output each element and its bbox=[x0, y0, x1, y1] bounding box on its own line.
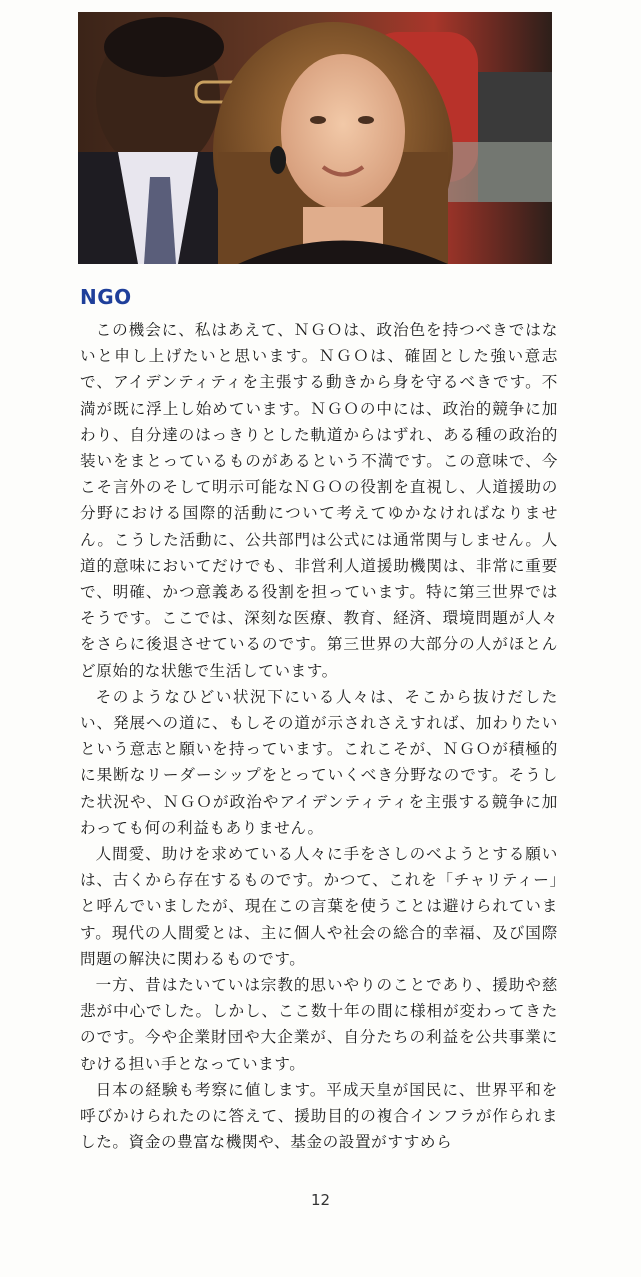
paragraph-4: 一方、昔はたいていは宗教的思いやりのことであり、援助や慈悲が中心でした。しかし、ここ数十年の間に様相が変わってきたのです。今や企業財団や大企業が、自分たちの利益を公共事業にむける担い手となっています。 bbox=[80, 976, 558, 1073]
body-text bbox=[80, 317, 558, 1156]
paragraph-5: 日本の経験も考察に値します。平成天皇が国民に、世界平和を呼びかけられたのに答えて、援助目的の複合インフラが作られました。資金の豊富な機関や、基金の設置がすすめら bbox=[80, 1080, 558, 1152]
paragraph-3: 人間愛、助けを求めている人々に手をさしのべようとする願いは、古くから存在するものです。かつて、これを「チャリティー」と呼んでいましたが、現在この言葉を使うことは避けられています。現代の人間愛とは、主に個人や社会の総合的幸福、及び国際問題の解決に関わるものです。 bbox=[80, 845, 558, 968]
paragraph-1: この機会に、私はあえて、ＮＧＯは、政治色を持つべきではないと申し上げたいと思います。ＮＧＯは、確固とした強い意志で、アイデンティティを主張する動きから身を守るべきです。不満が既に浮上し始めています。ＮＧＯの中には、政治的競争に加わり、自分達のはっきりとした軌道からはずれ、ある種の政治的装いをまとっているものがあるという不満です。この意味で、今こそ言外のそして明示可能なＮＧＯの役割を直視し、人道援助の分野における国際的活動について考えてゆかなければなりません。こうした活動に、公共部門は公式には通常関与しません。人道的意味においてだけでも、非営利人道援助機関は、非常に重要で、明確、かつ意義ある役割を担っています。特に第三世界ではそうです。ここでは、深刻な医療、教育、経済、環境問題が人々をさらに後退させているのです。第三世界の大部分の人がほとんど原始的な状態で生活しています。 bbox=[80, 321, 558, 680]
conference-photo bbox=[78, 12, 552, 264]
paragraph-2: そのようなひどい状況下にいる人々は、そこから抜けだしたい、発展への道に、もしその道が示されさえすれば、加わりたいという意志と願いを持っています。これこそが、ＮＧＯが積極的に果断なリーダーシップをとっていくべき分野なのです。そうした状況や、ＮＧＯが政治やアイデンティティを主張する競争に加わっても何の利益もありません。 bbox=[80, 687, 558, 837]
section-heading: NGO bbox=[80, 285, 132, 309]
page-number: 12 bbox=[310, 1191, 331, 1209]
